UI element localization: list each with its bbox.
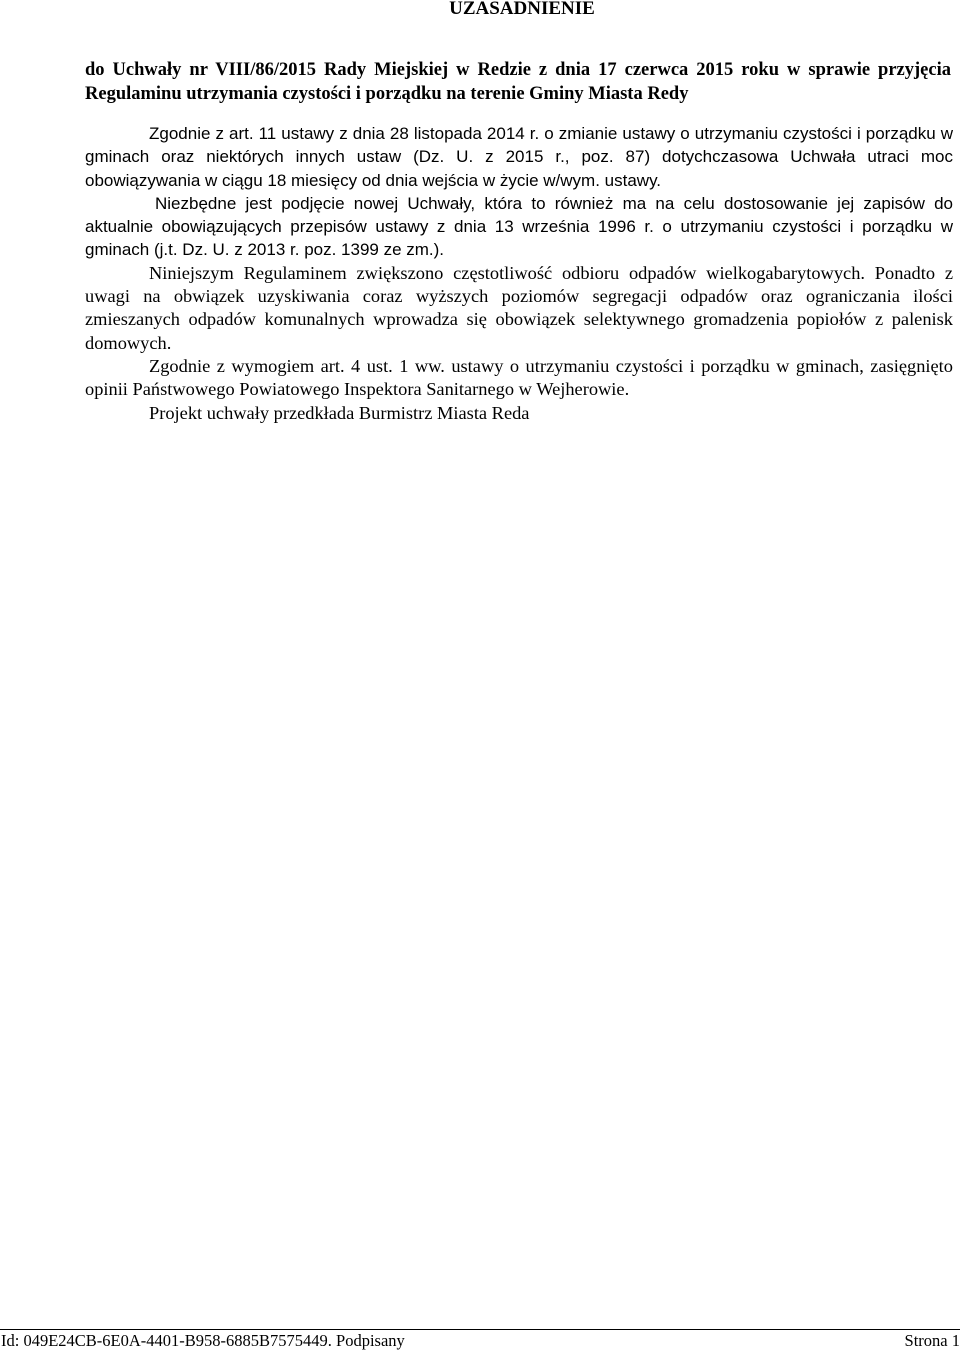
page-footer xyxy=(0,1329,960,1350)
paragraph-4 xyxy=(85,355,953,402)
paragraph-4-text: Zgodnie z wymogiem art. 4 ust. 1 ww. ustawy o utrzymaniu czystości i porządku w gminach, zasięgnięto opinii Państwowego Powiatowego Inspektora Sanitarnego w Wejherowie. xyxy=(85,355,953,400)
page-number: Strona 1 xyxy=(904,1331,960,1350)
paragraph-3-text: Niniejszym Regulaminem zwiększono częstotliwość odbioru odpadów wielkogabarytowych. Ponadto z uwagi na obwiązek uzyskiwania coraz wyższych poziomów segregacji odpadów oraz ograniczania ilości zmieszanych odpadów komunalnych wprowadza się obowiązek selektywnego gromadzenia popiołów z palenisk domowych. xyxy=(85,262,953,353)
paragraph-3 xyxy=(85,262,953,355)
paragraph-5-text: Projekt uchwały przedkłada Burmistrz Miasta Reda xyxy=(149,402,530,423)
document-subtitle: do Uchwały nr VIII/86/2015 Rady Miejskiej w Redzie z dnia 17 czerwca 2015 roku w sprawie przyjęcia Regulaminu utrzymania czystości i porządku na terenie Gminy Miasta Redy xyxy=(85,60,951,104)
paragraph-2 xyxy=(85,192,953,262)
paragraph-1-text: Zgodnie z art. 11 ustawy z dnia 28 listopada 2014 r. o zmianie ustawy o utrzymaniu czystości i porządku w gminach oraz niektórych innych ustaw (Dz. U. z 2015 r., poz. 87) dotychczasowa Uchwała utraci moc obowiązywania w ciągu 18 miesięcy od dnia wejścia w życie w/wym. ustawy. xyxy=(85,124,953,190)
paragraph-1 xyxy=(85,122,953,192)
document-id: Id: 049E24CB-6E0A-4401-B958-6885B7575449. Podpisany xyxy=(1,1331,405,1350)
paragraph-2-text: Niezbędne jest podjęcie nowej Uchwały, która to również ma na celu dostosowanie jej zapisów do aktualnie obowiązujących przepisów ustawy z dnia 13 września 1996 r. o utrzymaniu czystości i porządku w gminach (j.t. Dz. U. z 2013 r. poz. 1399 ze zm.). xyxy=(85,193,953,260)
document-title: UZASADNIENIE xyxy=(449,0,595,19)
document-body xyxy=(85,122,953,425)
paragraph-5 xyxy=(85,402,953,425)
